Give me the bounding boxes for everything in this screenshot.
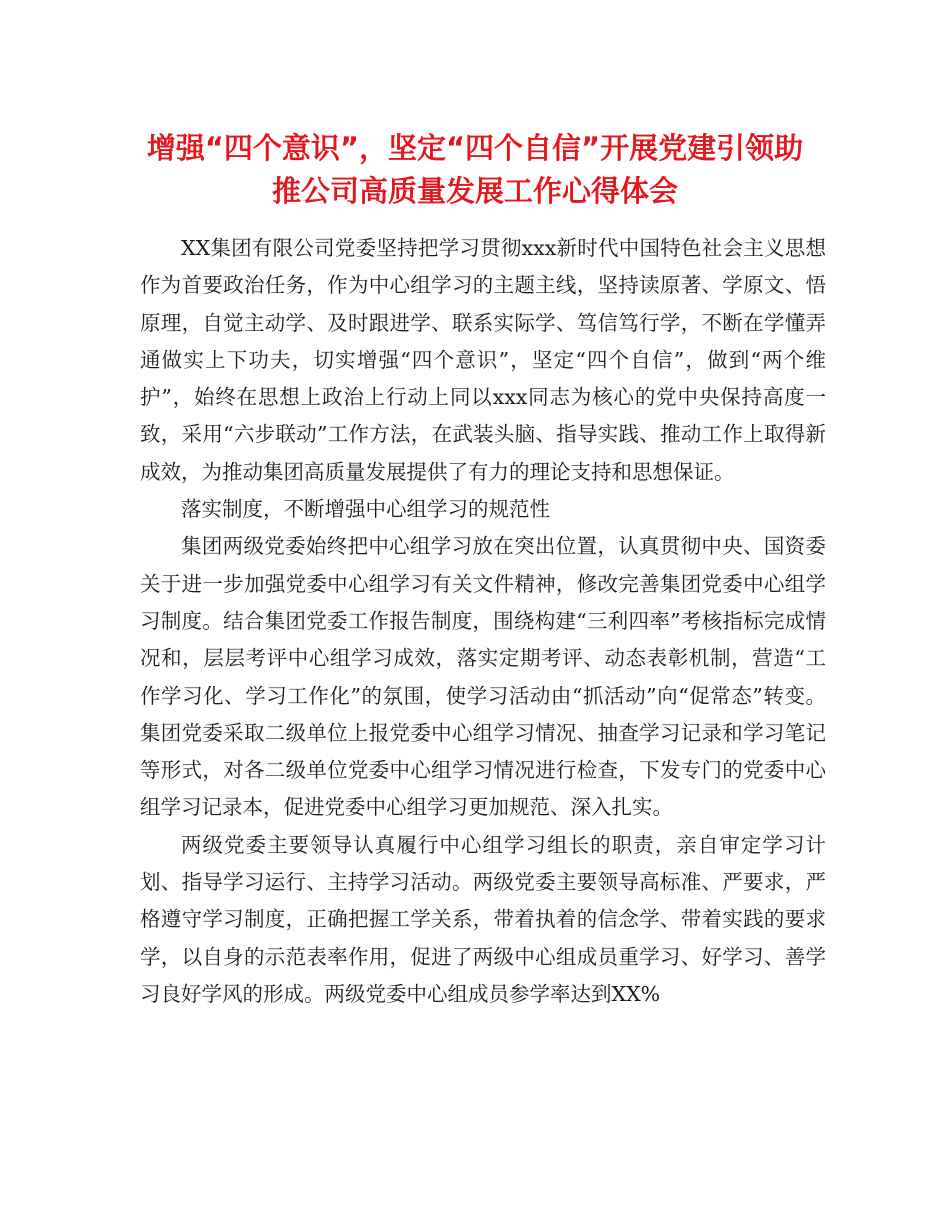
document-body (140, 230, 826, 1013)
paragraph-intro: XX集团有限公司党委坚持把学习贯彻xxx新时代中国特色社会主义思想作为首要政治任务，作为中心组学习的主题主线，坚持读原著、学原文、悟原理，自觉主动学、及时跟进学、联系实际学、笃信笃行学，不断在学懂弄通做实上下功夫，切实增强“四个意识”，坚定“四个自信”，做到“两个维护”，始终在思想上政治上行动上同以xxx同志为核心的党中央保持高度一致，采用“六步联动”工作方法，在武装头脑、指导实践、推动工作上取得新成效，为推动集团高质量发展提供了有力的理论支持和思想保证。 (140, 236, 826, 484)
paragraph-system: 集团两级党委始终把中心组学习放在突出位置，认真贯彻中央、国资委关于进一步加强党委中心组学习有关文件精神，修改完善集团党委中心组学习制度。结合集团党委工作报告制度，围绕构建“三利四率”考核指标完成情况和，层层考评中心组学习成效，落实定期考评、动态表彰机制，营造“工作学习化、学习工作化”的氛围，使学习活动由“抓活动”向“促常态”转变。集团党委采取二级单位上报党委中心组学习情况、抽查学习记录和学习笔记等形式，对各二级单位党委中心组学习情况进行检查，下发专门的党委中心组学习记录本，促进党委中心组学习更加规范、深入扎实。 (140, 534, 826, 820)
document-title-line-1: 增强“四个意识”，坚定“四个自信”开展党建引领助 (146, 131, 804, 165)
document-title-line-2: 推公司高质量发展工作心得体会 (271, 174, 678, 208)
paragraph-leadership: 两级党委主要领导认真履行中心组学习组长的职责，亲自审定学习计划、指导学习运行、主持学习活动。两级党委主要领导高标准、严要求，严格遵守学习制度，正确把握工学关系，带着执着的信念学、带着实践的要求学，以自身的示范表率作用，促进了两级中心组成员重学习、好学习、善学习良好学风的形成。两级党委中心组成员参学率达到XX% (140, 832, 826, 1006)
section-heading: 落实制度，不断增强中心组学习的规范性 (181, 497, 550, 522)
